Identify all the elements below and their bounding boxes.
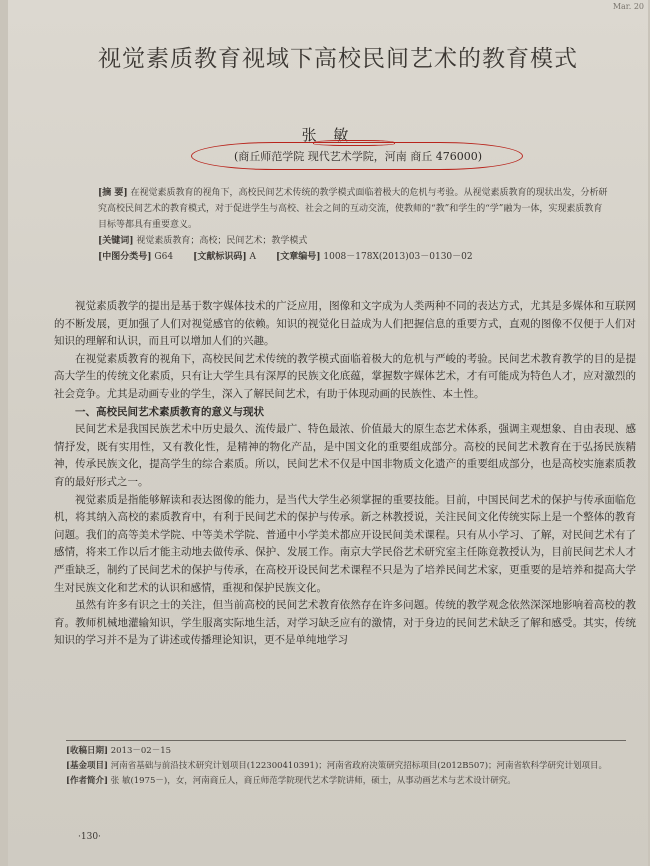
author-bio-label: [作者简介] [66, 776, 109, 786]
article-number-field [276, 249, 473, 265]
page-number: ·130· [78, 832, 101, 842]
keywords-text: 视觉素质教育；高校；民间艺术；教学模式 [136, 236, 308, 246]
article-number-label: [文章编号] [275, 252, 321, 262]
body-paragraph: 视觉素质教学的提出是基于数字媒体技术的广泛应用，图像和文字成为人类两种不同的表达方式，尤其是多媒体和互联网的不断发展，更加强了人们对视觉感官的依赖。知识的视觉化日益成为人们把握信息的重要方式，直观的图像不仅便于人们对知识的理解和认识，而且可以增加人们的兴趣。 [54, 300, 636, 348]
received-date-line [66, 744, 626, 759]
fund-line [66, 759, 626, 774]
body-paragraph: 虽然有许多有识之士的关注，但当前高校的民间艺术教育依然存在许多问题。传统的教学观念依然深深地影响着高校的教育。教师机械地灌输知识，学生服离实际地生活，对学习缺乏应有的激情，对于身边的民间艺术缺乏了解和感受。其实，传统知识的学习并不是为了讲述或传播理论知识，更不是单纯地学习 [54, 599, 636, 647]
abstract-text: 在视觉素质教育的视角下，高校民间艺术传统的教学模式面临着极大的危机与考验。从视觉素质教育的现状出发，分析研究高校民间艺术的教育模式，对于促进学生与高校、社会之间的互动交流，使教师的“教”和学生的“学”融为一体，实现素质教育目标等都具有重要意义。 [98, 188, 608, 230]
abstract-block [98, 185, 608, 265]
doc-code-field [193, 249, 256, 265]
body-paragraph: 在视觉素质教育的视角下，高校民间艺术传统的教学模式面临着极大的危机与严峻的考验。民间艺术教育教学的目的是提高大学生的传统文化素质，只有让大学生具有深厚的民族文化底蕴，掌握数字媒体艺术，才有可能成为特色人才，应对激烈的社会竞争。尤其是动画专业的学生，深入了解民间艺术，有助于体现动画的民族性、本土性。 [54, 352, 636, 400]
body-text [54, 298, 636, 650]
body-paragraph: 视觉素质是指能够解读和表达图像的能力，是当代大学生必须掌握的重要技能。目前，中国民间艺术的保护与传承面临危机，将其纳入高校的素质教育中，有利于民间艺术的保护与传承。新之林教授说，关注民间文化传统实际上是一个整体的教育问题。我们的高等美术学院、中等美术学院、普通中小学美术都应开设民间美术课程。只有从小学习、了解，对民间艺术有了感情，将来工作以后才能主动地去做传承、保护、发展工作。南京大学民俗艺术研究室主任陈竟教授认为，目前民间艺术人才严重缺乏，制约了民间艺术的保护与传承，在高校开设民间艺术课程不只是为了培养民间艺术家，更重要的是培养和提高大学生对民族文化和艺术的认识和感情，重视和保护民族文化。 [54, 493, 636, 594]
received-value: 2013－02－15 [110, 746, 172, 756]
abstract-label: [摘 要] [98, 188, 128, 198]
received-label: [收稿日期] [66, 746, 109, 756]
clc-field [98, 249, 173, 265]
handwritten-ellipse-affiliation [191, 142, 523, 170]
fund-label: [基金项目] [66, 761, 109, 771]
doc-code-value: A [249, 252, 256, 262]
fund-value: 河南省基础与前沿技术研究计划项目(122300410391)；河南省政府决策研究招标项目(2012B507)；河南省软科学研究计划项目。 [110, 761, 608, 771]
classification-line [98, 249, 608, 265]
abstract-paragraph [98, 185, 608, 233]
author-name: 张 敏 [301, 126, 355, 144]
clc-label: [中图分类号] [98, 252, 152, 262]
author-affiliation: (商丘师范学院 现代艺术学院，河南 商丘 476000) [233, 150, 483, 163]
journal-page [8, 0, 648, 866]
author-bio-value: 张 敏(1975－)，女，河南商丘人，商丘师范学院现代艺术学院讲师，硕士，从事动画艺术与艺术设计研究。 [110, 776, 516, 786]
clc-value: G64 [154, 252, 174, 262]
doc-code-label: [文献标识码] [193, 252, 247, 262]
paper-title: 视觉素质教育视域下高校民间艺术的教育模式 [98, 46, 578, 72]
running-header-corner: Mar. 20 [612, 2, 644, 11]
keywords-label: [关键词] [98, 236, 134, 246]
section-heading: 一、高校民间艺术素质教育的意义与现状 [75, 405, 264, 418]
keywords-line [98, 233, 608, 249]
author-bio-line [66, 774, 626, 789]
article-number-value: 1008－178X(2013)03－0130－02 [323, 252, 473, 262]
footnotes-block [66, 740, 626, 789]
body-paragraph: 民间艺术是我国民族艺术中历史最久、流传最广、特色最浓、价值最大的原生态艺术体系，强调主观想象、自由表现、感情抒发，既有实用性，又有教化性，是精神的物化产品，是中国文化的重要组成部分。高校的民间艺术教育在于弘扬民族精神，传承民族文化，提高学生的综合素质。所以，民间艺术不仅是中国非物质文化遗产的重要组成部分，也是高校实施素质教育的最好形式之一。 [54, 423, 636, 488]
